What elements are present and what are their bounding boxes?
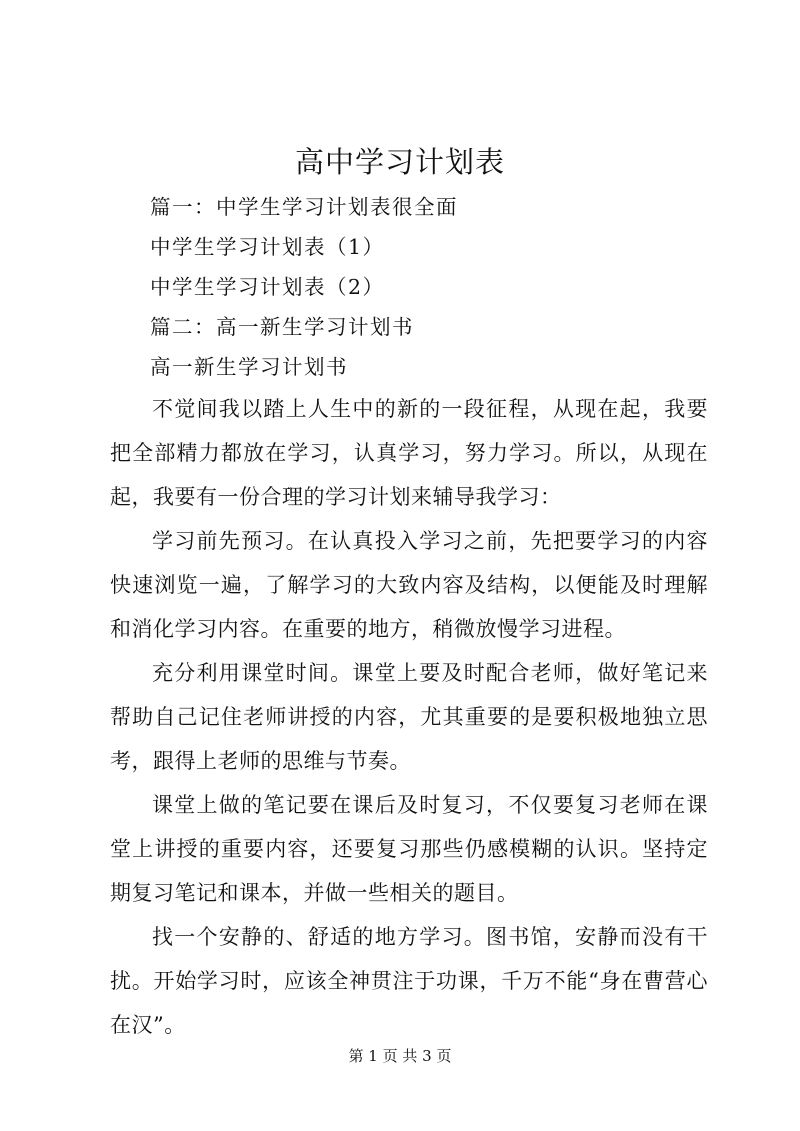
section-heading: 篇一：中学生学习计划表很全面 bbox=[150, 195, 458, 219]
body-paragraph: 找一个安静的、舒适的地方学习。图书馆，安静而没有干扰。开始学习时，应该全神贯注于功课，千万不能“身在曹营心在汉”。 bbox=[110, 925, 708, 1037]
body-paragraph: 课堂上做的笔记要在课后及时复习，不仅要复习老师在课堂上讲授的重要内容，还要复习那些仍感模糊的认识。坚持定期复习笔记和课本，并做一些相关的题目。 bbox=[110, 793, 708, 905]
subsection-heading: 中学生学习计划表（2） bbox=[150, 275, 385, 299]
body-paragraph: 不觉间我以踏上人生中的新的一段征程，从现在起，我要把全部精力都放在学习，认真学习，努力学习。所以，从现在起，我要有一份合理的学习计划来辅导我学习： bbox=[110, 397, 708, 509]
document-title: 高中学习计划表 bbox=[294, 145, 505, 179]
subsection-heading: 高一新生学习计划书 bbox=[150, 355, 348, 379]
body-paragraph: 充分利用课堂时间。课堂上要及时配合老师，做好笔记来帮助自己记住老师讲授的内容，尤其重要的是要积极地独立思考，跟得上老师的思维与节奏。 bbox=[110, 661, 708, 773]
body-paragraph: 学习前先预习。在认真投入学习之前，先把要学习的内容快速浏览一遍，了解学习的大致内容及结构，以便能及时理解和消化学习内容。在重要的地方，稍微放慢学习进程。 bbox=[110, 529, 708, 641]
subsection-heading: 中学生学习计划表（1） bbox=[150, 235, 385, 259]
document-body bbox=[110, 187, 708, 1047]
page-footer: 第 1 页 共 3 页 bbox=[348, 1047, 452, 1065]
section-heading: 篇二：高一新生学习计划书 bbox=[150, 315, 414, 339]
